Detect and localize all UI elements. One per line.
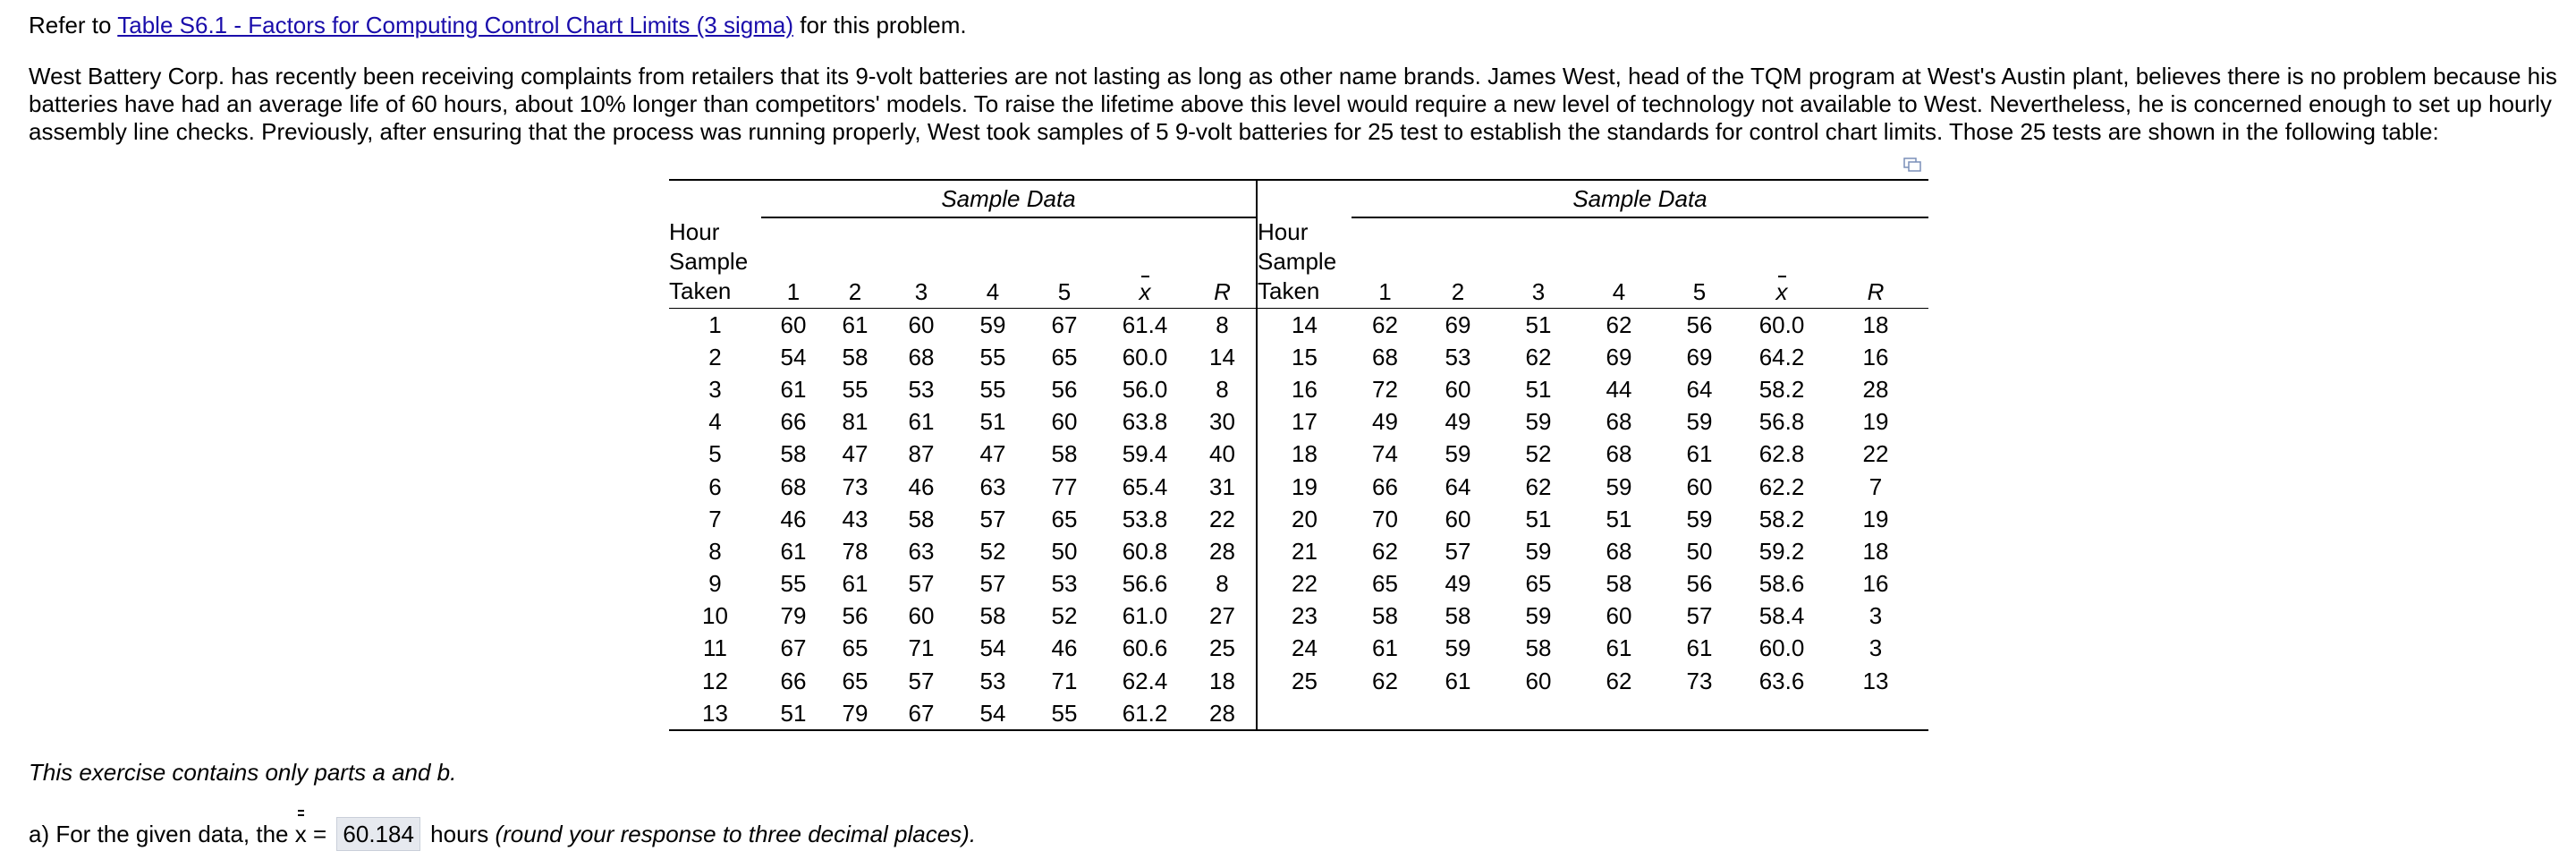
factors-table-link[interactable]: Table S6.1 - Factors for Computing Control Chart Limits (3 sigma) (117, 12, 793, 38)
table-cell: 64 (1686, 375, 1713, 403)
table-cell: 22 (1862, 440, 1889, 468)
table-cell: 14 (1257, 309, 1352, 342)
table-cell: 51 (1525, 505, 1552, 532)
table-cell: 30 (1209, 408, 1235, 436)
table-cell (1497, 697, 1580, 730)
table-cell: 22 (1209, 505, 1235, 532)
table-cell: 55 (979, 343, 1006, 370)
table-cell: 3 (708, 375, 722, 403)
table-cell: 18 (1862, 537, 1889, 565)
table-cell: 61.0 (1122, 602, 1168, 630)
table-row (669, 406, 1928, 438)
sample-data-table (669, 179, 1928, 731)
col-header-3: 3 (914, 278, 928, 305)
table-cell: 49 (1445, 408, 1471, 436)
table-cell: 68 (1372, 343, 1398, 370)
table-cell: 61 (1445, 667, 1471, 694)
col-header-5-right: 5 (1692, 278, 1707, 305)
table-cell: 60 (1051, 408, 1078, 436)
table-cell: 23 (1257, 600, 1352, 633)
table-cell: 65 (1372, 570, 1398, 598)
col-header-range-right: R (1867, 278, 1885, 305)
table-cell: 59 (1686, 505, 1713, 532)
table-cell: 53.8 (1122, 505, 1168, 532)
table-cell: 66 (780, 667, 807, 694)
hour-sample-taken-header-right: Hour Sample Taken (1257, 217, 1352, 309)
table-cell: 24 (1257, 633, 1352, 665)
table-cell: 19 (1257, 471, 1352, 503)
table-cell: 8 (1216, 375, 1229, 403)
table-cell: 43 (842, 505, 869, 532)
table-cell: 9 (708, 570, 722, 598)
table-cell: 68 (908, 343, 935, 370)
table-cell: 52 (1525, 440, 1552, 468)
group-header-row (669, 180, 1928, 217)
table-cell: 65.4 (1122, 472, 1168, 500)
table-cell: 61 (842, 570, 869, 598)
table-cell: 59 (1525, 602, 1552, 630)
table-cell: 65 (1525, 570, 1552, 598)
table-cell: 57 (979, 570, 1006, 598)
table-cell: 65 (1051, 343, 1078, 370)
table-cell: 11 (703, 634, 727, 662)
table-cell: 53 (979, 667, 1006, 694)
table-cell: 60 (1525, 667, 1552, 694)
table-cell: 56 (842, 602, 869, 630)
table-cell: 10 (702, 602, 728, 630)
table-cell: 44 (1606, 375, 1632, 403)
table-cell: 4 (708, 408, 722, 436)
table-cell: 3 (1868, 602, 1883, 630)
table-cell: 62 (1525, 472, 1552, 500)
table-cell: 61 (908, 408, 935, 436)
table-cell: 61 (780, 375, 807, 403)
table-cell: 22 (1257, 568, 1352, 600)
table-cell: 61 (1686, 440, 1713, 468)
table-cell: 13 (702, 699, 728, 727)
table-cell: 87 (908, 440, 935, 468)
table-row (669, 568, 1928, 600)
table-cell: 46 (908, 472, 935, 500)
table-cell: 58 (979, 602, 1006, 630)
table-cell: 58 (908, 505, 935, 532)
table-cell: 3 (1868, 634, 1883, 662)
table-cell: 46 (1051, 634, 1078, 662)
col-header-xbar-right: x (1775, 278, 1788, 305)
table-body (669, 309, 1928, 731)
column-header-row (669, 217, 1928, 309)
table-row (669, 471, 1928, 503)
table-cell: 68 (1606, 537, 1632, 565)
table-cell: 49 (1445, 570, 1471, 598)
table-cell: 25 (1257, 665, 1352, 697)
table-cell: 7 (708, 505, 722, 532)
intro-prefix: Refer to (29, 12, 112, 38)
table-row (669, 535, 1928, 567)
col-header-1: 1 (786, 278, 801, 305)
table-cell: 57 (979, 505, 1006, 532)
table-cell: 61.4 (1122, 311, 1168, 338)
table-cell: 71 (908, 634, 935, 662)
table-cell: 56 (1686, 311, 1713, 338)
table-cell: 51 (979, 408, 1006, 436)
table-row (669, 373, 1928, 405)
table-cell: 51 (1525, 311, 1552, 338)
table-cell: 60.0 (1758, 311, 1805, 338)
table-cell: 62 (1372, 537, 1398, 565)
table-cell: 18 (1209, 667, 1235, 694)
table-cell: 56 (1686, 570, 1713, 598)
table-cell: 54 (979, 634, 1006, 662)
table-cell: 57 (908, 667, 935, 694)
table-row (669, 697, 1928, 730)
col-header-3-right: 3 (1531, 278, 1546, 305)
table-cell: 47 (842, 440, 869, 468)
table-cell: 64 (1445, 472, 1471, 500)
table-cell: 58.2 (1758, 375, 1805, 403)
table-cell: 62 (1606, 667, 1632, 694)
table-row (669, 503, 1928, 535)
table-cell (1823, 697, 1928, 730)
table-cell: 58 (1051, 440, 1078, 468)
table-cell (1658, 697, 1741, 730)
table-cell: 71 (1051, 667, 1078, 694)
table-cell: 70 (1372, 505, 1398, 532)
answer-prefix: a) For the given data, the (29, 821, 289, 847)
table-cell: 61 (1686, 634, 1713, 662)
table-cell: 77 (1051, 472, 1078, 500)
table-cell: 81 (842, 408, 869, 436)
table-cell: 79 (842, 699, 869, 727)
table-cell: 63.6 (1758, 667, 1805, 694)
table-cell: 25 (1209, 634, 1235, 662)
table-cell: 58 (1525, 634, 1552, 662)
table-cell: 49 (1372, 408, 1398, 436)
x-double-bar-symbol: x (295, 816, 307, 852)
table-cell: 72 (1372, 375, 1398, 403)
table-cell: 6 (708, 472, 722, 500)
table-cell: 60.0 (1122, 343, 1168, 370)
table-row (669, 600, 1928, 633)
table-cell: 12 (702, 667, 728, 694)
table-cell: 62.4 (1122, 667, 1168, 694)
table-cell: 60 (908, 602, 935, 630)
table-cell: 16 (1862, 570, 1889, 598)
col-header-4: 4 (986, 278, 1000, 305)
table-cell: 60.0 (1758, 634, 1805, 662)
table-row (669, 438, 1928, 471)
table-cell: 59 (979, 311, 1006, 338)
table-cell: 67 (780, 634, 807, 662)
col-header-5: 5 (1057, 278, 1072, 305)
table-cell: 55 (780, 570, 807, 598)
table-cell: 5 (708, 440, 722, 468)
table-cell: 58 (1445, 602, 1471, 630)
table-cell: 16 (1862, 343, 1889, 370)
table-cell: 74 (1372, 440, 1398, 468)
table-cell: 58.6 (1758, 570, 1805, 598)
table-cell: 59.2 (1758, 537, 1805, 565)
table-cell: 53 (1445, 343, 1471, 370)
table-cell: 62 (1372, 667, 1398, 694)
table-cell: 13 (1862, 667, 1889, 694)
table-cell: 17 (1257, 406, 1352, 438)
table-cell: 57 (1445, 537, 1471, 565)
table-cell: 59 (1525, 537, 1552, 565)
table-cell: 73 (842, 472, 869, 500)
table-cell: 61 (1606, 634, 1632, 662)
table-cell: 27 (1209, 602, 1235, 630)
table-cell: 52 (979, 537, 1006, 565)
table-cell: 68 (1606, 440, 1632, 468)
col-header-xbar: x (1139, 278, 1151, 305)
table-cell: 51 (1606, 505, 1632, 532)
table-cell: 61.2 (1122, 699, 1168, 727)
table-cell: 73 (1686, 667, 1713, 694)
table-cell (1580, 697, 1658, 730)
table-cell: 47 (979, 440, 1006, 468)
answer-equals: = (312, 821, 327, 847)
table-cell: 60 (1445, 505, 1471, 532)
table-cell: 68 (1606, 408, 1632, 436)
table-cell: 46 (780, 505, 807, 532)
table-row (669, 309, 1928, 342)
col-header-2: 2 (848, 278, 862, 305)
table-cell: 59 (1445, 634, 1471, 662)
table-cell: 28 (1862, 375, 1889, 403)
table-cell: 61 (1372, 634, 1398, 662)
intro-line (29, 9, 967, 41)
table-cell: 18 (1257, 438, 1352, 471)
table-cell: 56.8 (1758, 408, 1805, 436)
answer-unit: hours (430, 821, 489, 847)
table-cell: 28 (1209, 537, 1235, 565)
table-cell: 53 (908, 375, 935, 403)
table-cell: 50 (1686, 537, 1713, 565)
table-cell: 66 (780, 408, 807, 436)
table-cell: 54 (780, 343, 807, 370)
table-cell: 58 (842, 343, 869, 370)
table-cell: 14 (1209, 343, 1235, 370)
table-cell: 8 (708, 537, 722, 565)
table-cell: 69 (1606, 343, 1632, 370)
table-cell: 50 (1051, 537, 1078, 565)
table-cell: 60 (1686, 472, 1713, 500)
table-cell: 2 (708, 343, 722, 370)
table-row (669, 665, 1928, 697)
col-header-4-right: 4 (1612, 278, 1626, 305)
table-cell: 60 (1445, 375, 1471, 403)
table-cell: 62 (1606, 311, 1632, 338)
table-cell: 19 (1862, 505, 1889, 532)
table-cell: 7 (1868, 472, 1883, 500)
table-cell: 62 (1372, 311, 1398, 338)
table-cell (1419, 697, 1497, 730)
part-a-answer (29, 816, 976, 852)
table-cell: 55 (979, 375, 1006, 403)
table-cell: 58 (780, 440, 807, 468)
table-cell: 59.4 (1122, 440, 1168, 468)
table-cell: 67 (908, 699, 935, 727)
table-cell: 56.0 (1122, 375, 1168, 403)
table-cell: 61 (842, 311, 869, 338)
table-cell (1257, 697, 1352, 730)
problem-statement: West Battery Corp. has recently been receiving complaints from retailers that its 9-volt batteries are not lasting as long as other name brands. James West, head of the TQM program at West's Austin plant, believes there is no problem because his batteries have had an average life of 60 hours, about 10% longer than competitors' models. To raise the lifetime above this level would require a new level of technology not available to West. Nevertheless, he is concerned enough to set up hourly assembly line checks. Previously, after ensuring that the process was running properly, West took samples of 5 9-volt batteries for 25 test to establish the standards for control chart limits. Those 25 tests are shown in the following table: (29, 63, 2557, 145)
table-cell: 63.8 (1122, 408, 1168, 436)
table-cell: 40 (1209, 440, 1235, 468)
table-cell: 20 (1257, 503, 1352, 535)
table-cell: 59 (1606, 472, 1632, 500)
table-cell: 67 (1051, 311, 1078, 338)
table-cell: 63 (908, 537, 935, 565)
table-cell: 55 (842, 375, 869, 403)
table-cell: 64.2 (1758, 343, 1805, 370)
table-cell (1352, 697, 1419, 730)
table-cell: 60.6 (1122, 634, 1168, 662)
table-cell: 58.2 (1758, 505, 1805, 532)
table-cell: 61 (780, 537, 807, 565)
table-cell: 59 (1525, 408, 1552, 436)
table-cell: 62.2 (1758, 472, 1805, 500)
table-cell: 79 (780, 602, 807, 630)
table-cell: 51 (780, 699, 807, 727)
table-cell: 60.8 (1122, 537, 1168, 565)
table-cell: 66 (1372, 472, 1398, 500)
col-header-2-right: 2 (1451, 278, 1465, 305)
table-cell: 63 (979, 472, 1006, 500)
table-cell: 55 (1051, 699, 1078, 727)
table-cell: 78 (842, 537, 869, 565)
table-cell: 57 (1686, 602, 1713, 630)
table-cell: 58.4 (1758, 602, 1805, 630)
table-cell: 58 (1606, 570, 1632, 598)
table-cell: 65 (842, 634, 869, 662)
table-cell: 60 (780, 311, 807, 338)
table-cell: 51 (1525, 375, 1552, 403)
table-cell: 57 (908, 570, 935, 598)
table-row (669, 633, 1928, 665)
table-cell: 19 (1862, 408, 1889, 436)
table-cell: 65 (842, 667, 869, 694)
sample-data-header-right: Sample Data (1352, 180, 1928, 217)
intro-suffix: for this problem. (800, 12, 967, 38)
table-cell: 68 (780, 472, 807, 500)
col-header-1-right: 1 (1378, 278, 1392, 305)
table-cell: 56.6 (1122, 570, 1168, 598)
table-cell: 65 (1051, 505, 1078, 532)
table-cell: 58 (1372, 602, 1398, 630)
table-cell: 60 (908, 311, 935, 338)
table-cell: 69 (1445, 311, 1471, 338)
table-cell: 18 (1862, 311, 1889, 338)
table-cell: 28 (1209, 699, 1235, 727)
table-cell: 59 (1686, 408, 1713, 436)
table-cell: 8 (1216, 311, 1229, 338)
table-cell: 16 (1257, 373, 1352, 405)
copy-table-icon[interactable] (1903, 157, 1921, 172)
table-cell: 8 (1216, 570, 1229, 598)
hour-sample-taken-header: Hour Sample Taken (669, 218, 749, 304)
table-cell: 53 (1051, 570, 1078, 598)
table-cell: 62.8 (1758, 440, 1805, 468)
sample-data-header-left: Sample Data (761, 180, 1257, 217)
table-cell: 31 (1209, 472, 1235, 500)
table-cell (1741, 697, 1823, 730)
table-cell: 62 (1525, 343, 1552, 370)
table-cell: 69 (1686, 343, 1713, 370)
table-cell: 56 (1051, 375, 1078, 403)
table-cell: 1 (708, 311, 722, 338)
table-cell: 52 (1051, 602, 1078, 630)
answer-instruction: (round your response to three decimal places). (495, 821, 977, 847)
table-row (669, 341, 1928, 373)
table-cell: 15 (1257, 341, 1352, 373)
table-cell: 60 (1606, 602, 1632, 630)
exercise-note: This exercise contains only parts a and b. (29, 759, 457, 786)
table-cell: 21 (1257, 535, 1352, 567)
table-cell: 54 (979, 699, 1006, 727)
table-cell: 59 (1445, 440, 1471, 468)
col-header-range: R (1214, 278, 1231, 305)
answer-value-field[interactable]: 60.184 (336, 817, 420, 851)
